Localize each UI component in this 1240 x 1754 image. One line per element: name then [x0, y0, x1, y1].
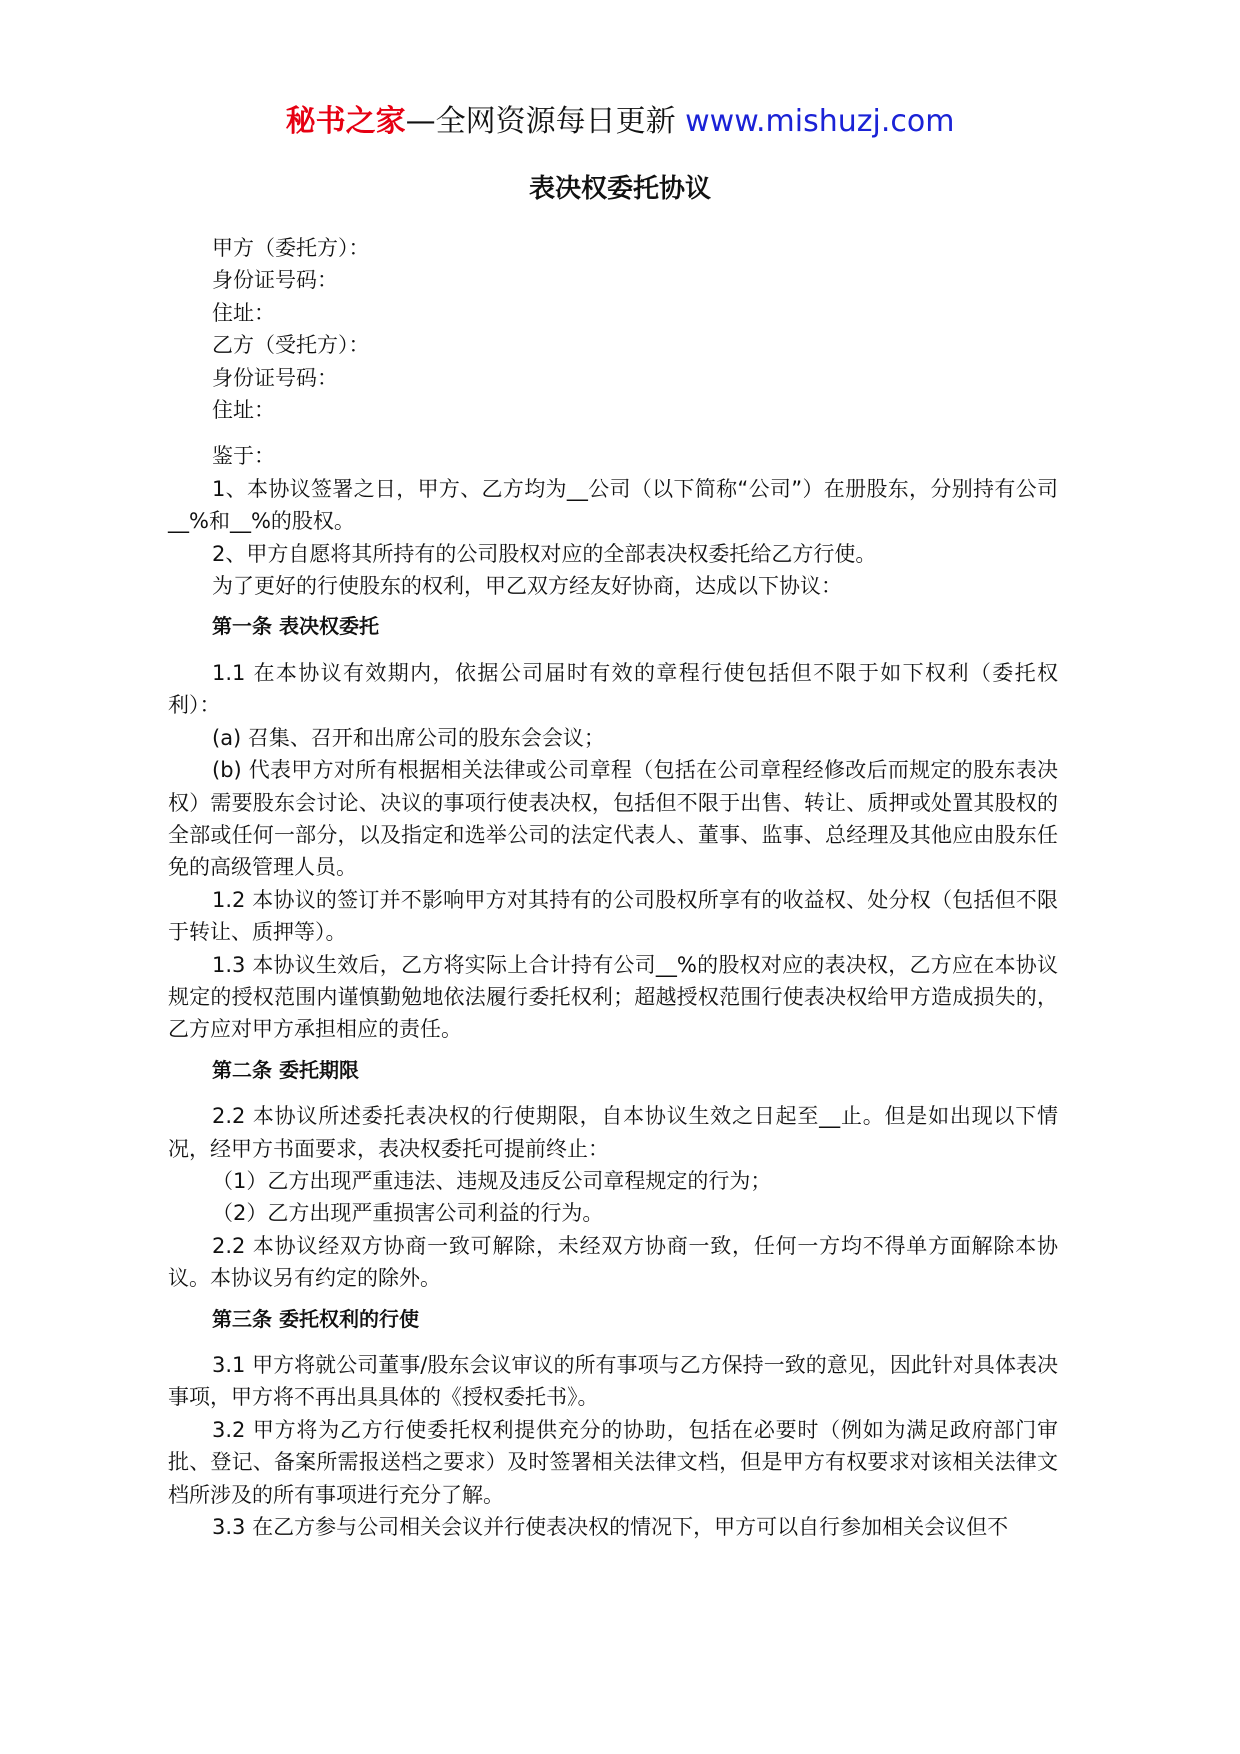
- header-tagline: —全网资源每日更新: [405, 104, 686, 139]
- party-a-label: 甲方（委托方）：: [212, 236, 370, 260]
- article-heading: 第二条 委托期限: [212, 1057, 359, 1082]
- article-3: [168, 1303, 1058, 1544]
- article-paragraph: 2.2 本协议经双方协商一致可解除，未经双方协商一致，任何一方均不得单方面解除本协议。本协议另有约定的除外。: [168, 1233, 1058, 1291]
- article-paragraph: 3.1 甲方将就公司董事/股东会议审议的所有事项与乙方保持一致的意见，因此针对具体表决事项，甲方将不再出具具体的《授权委托书》。: [168, 1353, 1058, 1410]
- article-paragraph: （1）乙方出现严重违法、违规及违反公司章程规定的行为；: [212, 1168, 772, 1193]
- article-heading: 第三条 委托权利的行使: [212, 1306, 419, 1331]
- party-a-address-label: 住址：: [212, 300, 275, 325]
- recitals-intro: 鉴于：: [212, 444, 275, 469]
- site-url-link[interactable]: www.mishuzj.com: [685, 104, 955, 139]
- party-b-id-label: 身份证号码：: [212, 365, 338, 390]
- article-1: [168, 610, 1058, 1045]
- document-body: [168, 232, 1058, 1543]
- parties-block: [168, 232, 1058, 426]
- recital-item: 1、本协议签署之日，甲方、乙方均为__公司（以下简称“公司”）在册股东，分别持有公司__%和__%的股权。: [168, 476, 1058, 534]
- recitals-block: [168, 440, 1058, 602]
- article-paragraph: 1.3 本协议生效后，乙方将实际上合计持有公司__%的股权对应的表决权，乙方应在本协议规定的授权范围内谨慎勤勉地依法履行委托权利；超越授权范围行使表决权给甲方造成损失的，乙方应对甲方承担相应的责任。: [168, 952, 1058, 1042]
- article-paragraph: 1.2 本协议的签订并不影响甲方对其持有的公司股权所享有的收益权、处分权（包括但不限于转让、质押等）。: [168, 887, 1058, 945]
- party-b-label: 乙方（受托方）：: [212, 333, 370, 358]
- recital-conclusion: 为了更好的行使股东的权利，甲乙双方经友好协商，达成以下协议：: [212, 574, 842, 599]
- party-a-id-label: 身份证号码：: [212, 268, 338, 293]
- article-2: [168, 1054, 1058, 1295]
- article-paragraph: 3.3 在乙方参与公司相关会议并行使表决权的情况下，甲方可以自行参加相关会议但不: [212, 1515, 1009, 1540]
- party-b-address-label: 住址：: [212, 398, 275, 423]
- site-header: [0, 100, 1240, 144]
- article-paragraph: 3.2 甲方将为乙方行使委托权利提供充分的协助，包括在必要时（例如为满足政府部门审批、登记、备案所需报送档之要求）及时签署相关法律文档，但是甲方有权要求对该相关法律文档所涉及的所有事项进行充分了解。: [168, 1417, 1058, 1507]
- article-paragraph: （2）乙方出现严重损害公司利益的行为。: [212, 1201, 604, 1226]
- article-paragraph: (b) 代表甲方对所有根据相关法律或公司章程（包括在公司章程经修改后而规定的股东表决权）需要股东会讨论、决议的事项行使表决权，包括但不限于出售、转让、质押或处置其股权的全部或任何一部分，以及指定和选举公司的法定代表人、董事、监事、总经理及其他应由股东任免的高级管理人员。: [168, 758, 1058, 880]
- brand-name: 秘书之家: [285, 104, 406, 139]
- article-paragraph: 2.2 本协议所述委托表决权的行使期限，自本协议生效之日起至__止。但是如出现以下情况，经甲方书面要求，表决权委托可提前终止：: [168, 1104, 1058, 1161]
- article-paragraph: 1.1 在本协议有效期内，依据公司届时有效的章程行使包括但不限于如下权利（委托权利）：: [168, 660, 1058, 718]
- article-heading: 第一条 表决权委托: [212, 614, 379, 639]
- document-title: 表决权委托协议: [528, 174, 711, 204]
- article-paragraph: (a) 召集、召开和出席公司的股东会会议；: [212, 725, 605, 750]
- recital-item: 2、甲方自愿将其所持有的公司股权对应的全部表决权委托给乙方行使。: [212, 541, 877, 566]
